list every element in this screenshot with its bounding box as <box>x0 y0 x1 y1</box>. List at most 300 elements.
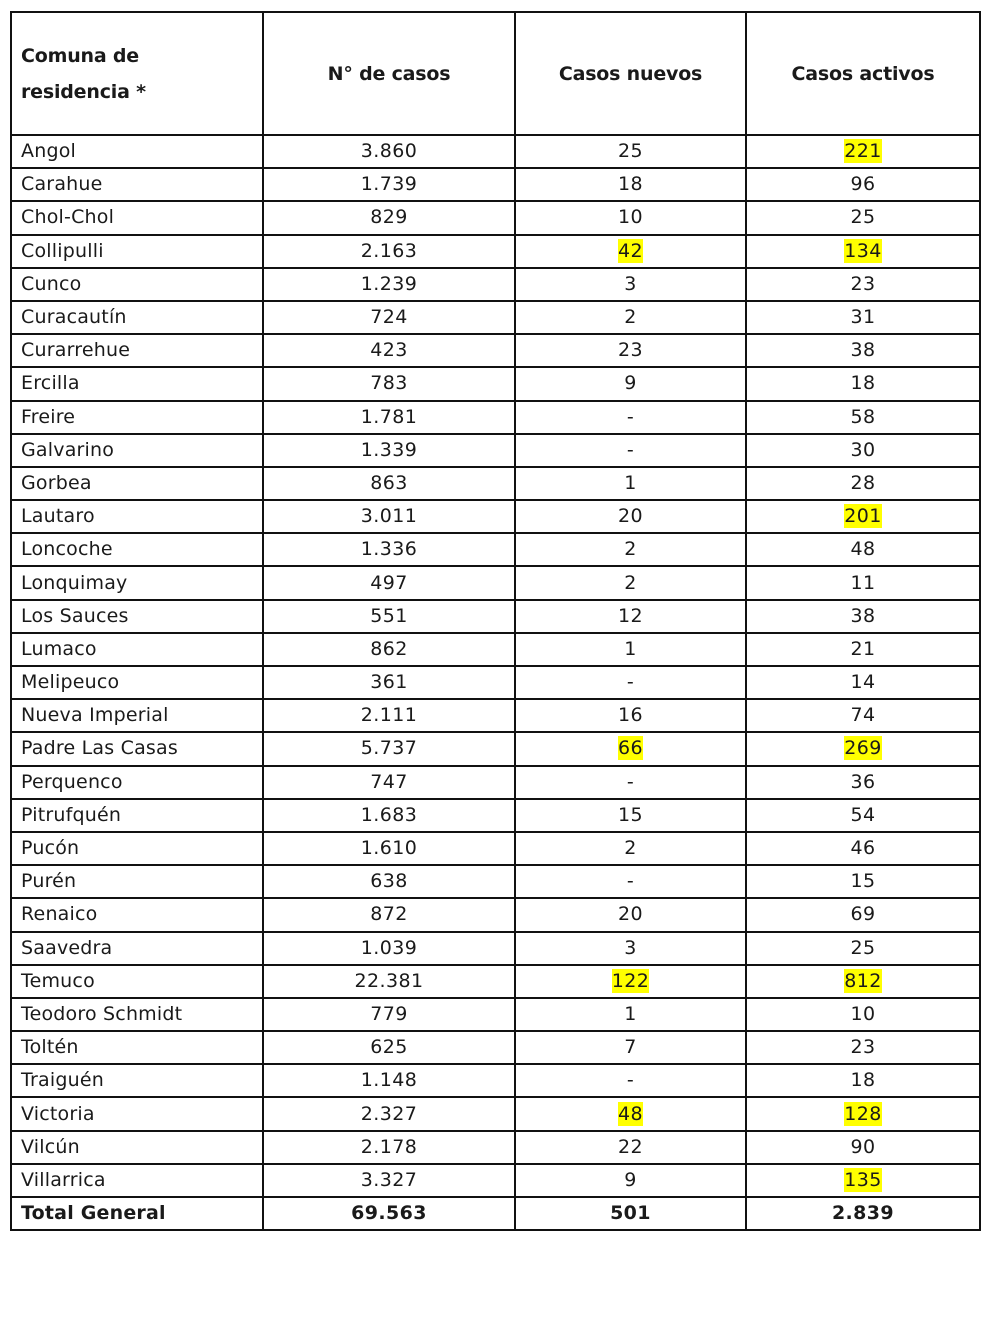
activos-cell-value: 28 <box>850 471 876 494</box>
casos-cell <box>263 367 515 400</box>
activos-cell <box>746 732 980 765</box>
comuna-cell <box>11 699 263 732</box>
total-label: Total General <box>11 1197 263 1230</box>
activos-cell-value: 96 <box>850 173 876 196</box>
nuevos-cell <box>515 1131 746 1164</box>
comuna-cell <box>11 998 263 1031</box>
nuevos-cell-value: - <box>626 1069 635 1092</box>
table-row <box>11 367 980 400</box>
comuna-cell <box>11 434 263 467</box>
comuna-cell-value: Carahue <box>21 173 103 196</box>
nuevos-cell <box>515 533 746 566</box>
nuevos-cell-value: 2 <box>624 837 637 860</box>
nuevos-cell-value: 12 <box>618 604 643 627</box>
table-row <box>11 268 980 301</box>
table-row <box>11 832 980 865</box>
casos-cell-value: 1.239 <box>360 272 418 295</box>
nuevos-cell-value: 2 <box>624 306 637 329</box>
casos-cell-value: 3.011 <box>360 505 418 528</box>
comuna-cell-value: Gorbea <box>21 471 92 494</box>
casos-cell <box>263 1097 515 1130</box>
nuevos-cell <box>515 666 746 699</box>
casos-cell <box>263 732 515 765</box>
table-row <box>11 401 980 434</box>
activos-cell-value: 90 <box>850 1135 876 1158</box>
casos-cell <box>263 766 515 799</box>
table-row <box>11 434 980 467</box>
nuevos-cell <box>515 301 746 334</box>
activos-cell <box>746 1031 980 1064</box>
nuevos-cell <box>515 367 746 400</box>
comuna-cell <box>11 367 263 400</box>
activos-cell-value: 10 <box>850 1002 876 1025</box>
nuevos-cell <box>515 1031 746 1064</box>
comuna-cell-value: Perquenco <box>21 770 123 793</box>
comuna-cell-value: Los Sauces <box>21 604 129 627</box>
casos-cell <box>263 600 515 633</box>
casos-cell <box>263 168 515 201</box>
activos-cell <box>746 268 980 301</box>
activos-cell <box>746 467 980 500</box>
comuna-cell-value: Victoria <box>21 1102 95 1125</box>
nuevos-cell-value: - <box>626 671 635 694</box>
comuna-cell-value: Angol <box>21 140 77 163</box>
activos-cell-value: 15 <box>850 870 876 893</box>
casos-cell-value: 497 <box>370 571 408 594</box>
comuna-cell <box>11 932 263 965</box>
activos-cell <box>746 633 980 666</box>
casos-cell-value: 863 <box>370 471 408 494</box>
nuevos-cell <box>515 965 746 998</box>
comuna-cell <box>11 566 263 599</box>
nuevos-cell-value: - <box>626 405 635 428</box>
nuevos-cell <box>515 699 746 732</box>
total-nuevos: 501 <box>515 1197 746 1230</box>
nuevos-cell-value: 122 <box>611 969 650 992</box>
header-row <box>11 12 980 135</box>
activos-cell <box>746 1097 980 1130</box>
comuna-cell-value: Cunco <box>21 272 82 295</box>
nuevos-cell-value: 1 <box>624 1002 637 1025</box>
table-row <box>11 1097 980 1130</box>
nuevos-cell-value: 15 <box>618 803 643 826</box>
nuevos-cell-value: 16 <box>618 704 643 727</box>
activos-cell <box>746 401 980 434</box>
nuevos-cell <box>515 1064 746 1097</box>
casos-cell <box>263 832 515 865</box>
activos-cell-value: 74 <box>850 704 876 727</box>
activos-cell-value: 269 <box>844 737 882 760</box>
activos-cell <box>746 334 980 367</box>
comuna-cell <box>11 965 263 998</box>
activos-cell-value: 18 <box>850 372 876 395</box>
activos-cell <box>746 898 980 931</box>
activos-cell <box>746 135 980 168</box>
comuna-cell <box>11 633 263 666</box>
table-row <box>11 235 980 268</box>
nuevos-cell-value: 18 <box>618 173 643 196</box>
activos-cell <box>746 998 980 1031</box>
activos-cell <box>746 1064 980 1097</box>
table-row <box>11 500 980 533</box>
header-comuna <box>11 12 263 135</box>
nuevos-cell <box>515 1097 746 1130</box>
table-row <box>11 135 980 168</box>
cases-by-comuna-table <box>10 11 981 1231</box>
activos-cell-value: 38 <box>850 604 876 627</box>
nuevos-cell <box>515 135 746 168</box>
comuna-cell <box>11 732 263 765</box>
activos-cell <box>746 367 980 400</box>
comuna-cell-value: Nueva Imperial <box>21 704 169 727</box>
casos-cell <box>263 566 515 599</box>
activos-cell-value: 31 <box>850 306 876 329</box>
nuevos-cell-value: 23 <box>618 339 643 362</box>
comuna-cell-value: Purén <box>21 870 77 893</box>
casos-cell <box>263 401 515 434</box>
comuna-cell-value: Freire <box>21 405 76 428</box>
nuevos-cell-value: 10 <box>618 206 643 229</box>
casos-cell-value: 747 <box>370 770 408 793</box>
comuna-cell <box>11 500 263 533</box>
casos-cell <box>263 998 515 1031</box>
total-row <box>11 1197 980 1230</box>
casos-cell-value: 1.610 <box>360 837 418 860</box>
comuna-cell-value: Pitrufquén <box>21 803 122 826</box>
activos-cell <box>746 1131 980 1164</box>
activos-cell <box>746 566 980 599</box>
nuevos-cell-value: 1 <box>624 471 637 494</box>
nuevos-cell <box>515 998 746 1031</box>
activos-cell <box>746 932 980 965</box>
casos-cell <box>263 533 515 566</box>
table-row <box>11 766 980 799</box>
nuevos-cell <box>515 467 746 500</box>
casos-cell <box>263 1064 515 1097</box>
activos-cell <box>746 434 980 467</box>
comuna-cell <box>11 666 263 699</box>
comuna-cell <box>11 533 263 566</box>
activos-cell <box>746 1164 980 1197</box>
casos-cell-value: 361 <box>370 671 408 694</box>
comuna-cell <box>11 301 263 334</box>
comuna-cell <box>11 600 263 633</box>
header-nuevos: Casos nuevos <box>515 12 746 135</box>
casos-cell-value: 724 <box>370 306 408 329</box>
nuevos-cell <box>515 832 746 865</box>
comuna-cell-value: Curacautín <box>21 306 127 329</box>
nuevos-cell <box>515 865 746 898</box>
activos-cell <box>746 600 980 633</box>
casos-cell <box>263 898 515 931</box>
nuevos-cell <box>515 235 746 268</box>
comuna-cell-value: Lautaro <box>21 505 95 528</box>
comuna-cell-value: Lonquimay <box>21 571 128 594</box>
table-row <box>11 1164 980 1197</box>
casos-cell <box>263 932 515 965</box>
table-row <box>11 932 980 965</box>
table-row <box>11 633 980 666</box>
activos-cell <box>746 865 980 898</box>
casos-cell <box>263 334 515 367</box>
comuna-cell <box>11 898 263 931</box>
nuevos-cell-value: - <box>626 438 635 461</box>
activos-cell <box>746 301 980 334</box>
activos-cell-value: 58 <box>850 405 876 428</box>
table-row <box>11 301 980 334</box>
comuna-cell-value: Teodoro Schmidt <box>21 1002 183 1025</box>
activos-cell <box>746 533 980 566</box>
activos-cell-value: 54 <box>850 803 876 826</box>
activos-cell <box>746 832 980 865</box>
comuna-cell <box>11 268 263 301</box>
nuevos-cell-value: 3 <box>624 272 637 295</box>
casos-cell <box>263 633 515 666</box>
nuevos-cell <box>515 401 746 434</box>
nuevos-cell <box>515 600 746 633</box>
comuna-cell <box>11 334 263 367</box>
nuevos-cell-value: 2 <box>624 538 637 561</box>
casos-cell-value: 1.039 <box>360 936 418 959</box>
nuevos-cell-value: 3 <box>624 936 637 959</box>
comuna-cell-value: Toltén <box>21 1036 79 1059</box>
comuna-cell <box>11 865 263 898</box>
casos-cell <box>263 500 515 533</box>
activos-cell-value: 221 <box>844 140 882 163</box>
comuna-cell <box>11 467 263 500</box>
comuna-cell-value: Loncoche <box>21 538 113 561</box>
nuevos-cell <box>515 898 746 931</box>
activos-cell-value: 69 <box>850 903 876 926</box>
comuna-cell-value: Curarrehue <box>21 339 131 362</box>
casos-cell-value: 551 <box>370 604 408 627</box>
nuevos-cell <box>515 268 746 301</box>
table-row <box>11 732 980 765</box>
nuevos-cell <box>515 566 746 599</box>
casos-cell-value: 22.381 <box>354 969 424 992</box>
nuevos-cell-value: 48 <box>618 1102 643 1125</box>
casos-cell-value: 783 <box>370 372 408 395</box>
comuna-cell-value: Pucón <box>21 837 80 860</box>
casos-cell-value: 1.336 <box>360 538 418 561</box>
casos-cell <box>263 301 515 334</box>
casos-cell <box>263 434 515 467</box>
total-casos: 69.563 <box>263 1197 515 1230</box>
casos-cell-value: 1.339 <box>360 438 418 461</box>
nuevos-cell-value: - <box>626 770 635 793</box>
comuna-cell <box>11 766 263 799</box>
comuna-cell-value: Melipeuco <box>21 671 120 694</box>
activos-cell-value: 30 <box>850 438 876 461</box>
activos-cell-value: 14 <box>850 671 876 694</box>
comuna-cell <box>11 1031 263 1064</box>
casos-cell <box>263 799 515 832</box>
nuevos-cell-value: 2 <box>624 571 637 594</box>
comuna-cell-value: Collipulli <box>21 239 104 262</box>
activos-cell <box>746 201 980 234</box>
casos-cell-value: 638 <box>370 870 408 893</box>
casos-cell <box>263 1031 515 1064</box>
activos-cell <box>746 766 980 799</box>
table-row <box>11 799 980 832</box>
nuevos-cell-value: 1 <box>624 637 637 660</box>
table-body <box>11 135 980 1230</box>
activos-cell <box>746 168 980 201</box>
activos-cell-value: 128 <box>844 1102 882 1125</box>
table-row <box>11 566 980 599</box>
comuna-cell <box>11 401 263 434</box>
activos-cell-value: 46 <box>850 837 876 860</box>
casos-cell-value: 3.327 <box>360 1168 418 1191</box>
nuevos-cell <box>515 932 746 965</box>
nuevos-cell <box>515 1164 746 1197</box>
table-row <box>11 334 980 367</box>
header-casos: N° de casos <box>263 12 515 135</box>
nuevos-cell-value: - <box>626 870 635 893</box>
nuevos-cell <box>515 201 746 234</box>
nuevos-cell <box>515 500 746 533</box>
table-row <box>11 201 980 234</box>
casos-cell <box>263 965 515 998</box>
comuna-cell-value: Ercilla <box>21 372 80 395</box>
casos-cell <box>263 1131 515 1164</box>
casos-cell-value: 2.163 <box>360 239 418 262</box>
casos-cell <box>263 201 515 234</box>
activos-cell-value: 11 <box>850 571 876 594</box>
nuevos-cell-value: 9 <box>624 372 637 395</box>
casos-cell <box>263 865 515 898</box>
casos-cell-value: 1.683 <box>360 803 418 826</box>
comuna-cell-value: Vilcún <box>21 1135 80 1158</box>
activos-cell-value: 21 <box>850 637 876 660</box>
casos-cell-value: 2.178 <box>360 1135 418 1158</box>
activos-cell <box>746 699 980 732</box>
comuna-cell <box>11 1131 263 1164</box>
comuna-cell-value: Temuco <box>21 969 95 992</box>
comuna-cell <box>11 832 263 865</box>
activos-cell <box>746 235 980 268</box>
nuevos-cell-value: 20 <box>618 505 643 528</box>
activos-cell-value: 25 <box>850 206 876 229</box>
activos-cell-value: 36 <box>850 770 876 793</box>
comuna-cell <box>11 235 263 268</box>
nuevos-cell-value: 66 <box>618 737 643 760</box>
total-activos: 2.839 <box>746 1197 980 1230</box>
casos-cell-value: 1.148 <box>360 1069 418 1092</box>
casos-cell <box>263 235 515 268</box>
table-row <box>11 699 980 732</box>
comuna-cell-value: Padre Las Casas <box>21 737 178 760</box>
table-row <box>11 533 980 566</box>
casos-cell-value: 2.327 <box>360 1102 418 1125</box>
casos-cell <box>263 699 515 732</box>
activos-cell-value: 48 <box>850 538 876 561</box>
table-row <box>11 965 980 998</box>
nuevos-cell <box>515 732 746 765</box>
table-row <box>11 1064 980 1097</box>
table-row <box>11 467 980 500</box>
table-row <box>11 1131 980 1164</box>
comuna-cell <box>11 135 263 168</box>
activos-cell-value: 23 <box>850 1036 876 1059</box>
activos-cell-value: 135 <box>844 1168 882 1191</box>
table-row <box>11 998 980 1031</box>
table-row <box>11 1031 980 1064</box>
comuna-cell-value: Renaico <box>21 903 98 926</box>
nuevos-cell-value: 7 <box>624 1036 637 1059</box>
comuna-cell <box>11 1064 263 1097</box>
casos-cell-value: 2.111 <box>360 704 418 727</box>
comuna-cell <box>11 799 263 832</box>
activos-cell <box>746 666 980 699</box>
cases-table-container <box>10 11 981 1231</box>
table-row <box>11 168 980 201</box>
nuevos-cell <box>515 633 746 666</box>
activos-cell <box>746 799 980 832</box>
nuevos-cell-value: 25 <box>618 140 643 163</box>
table-row <box>11 600 980 633</box>
casos-cell-value: 625 <box>370 1036 408 1059</box>
activos-cell-value: 25 <box>850 936 876 959</box>
nuevos-cell <box>515 799 746 832</box>
header-comuna-line2: residencia * <box>21 80 146 103</box>
casos-cell <box>263 467 515 500</box>
header-comuna-line1: Comuna de <box>21 44 139 67</box>
casos-cell-value: 862 <box>370 637 408 660</box>
casos-cell-value: 3.860 <box>360 140 418 163</box>
table-row <box>11 865 980 898</box>
comuna-cell <box>11 168 263 201</box>
activos-cell-value: 18 <box>850 1069 876 1092</box>
activos-cell <box>746 965 980 998</box>
nuevos-cell-value: 42 <box>618 239 643 262</box>
casos-cell-value: 829 <box>370 206 408 229</box>
casos-cell <box>263 1164 515 1197</box>
comuna-cell-value: Saavedra <box>21 936 113 959</box>
activos-cell-value: 38 <box>850 339 876 362</box>
comuna-cell-value: Villarrica <box>21 1168 106 1191</box>
nuevos-cell <box>515 334 746 367</box>
casos-cell <box>263 666 515 699</box>
comuna-cell <box>11 1164 263 1197</box>
activos-cell-value: 134 <box>844 239 882 262</box>
nuevos-cell <box>515 434 746 467</box>
casos-cell-value: 1.781 <box>360 405 418 428</box>
comuna-cell <box>11 1097 263 1130</box>
casos-cell-value: 5.737 <box>360 737 418 760</box>
table-row <box>11 898 980 931</box>
activos-cell-value: 812 <box>844 969 882 992</box>
nuevos-cell <box>515 168 746 201</box>
comuna-cell-value: Traiguén <box>21 1069 104 1092</box>
activos-cell-value: 201 <box>844 505 882 528</box>
casos-cell-value: 779 <box>370 1002 408 1025</box>
comuna-cell-value: Chol-Chol <box>21 206 115 229</box>
comuna-cell-value: Lumaco <box>21 637 97 660</box>
nuevos-cell <box>515 766 746 799</box>
table-row <box>11 666 980 699</box>
activos-cell-value: 23 <box>850 272 876 295</box>
casos-cell <box>263 135 515 168</box>
casos-cell-value: 872 <box>370 903 408 926</box>
nuevos-cell-value: 22 <box>618 1135 643 1158</box>
comuna-cell-value: Galvarino <box>21 438 115 461</box>
casos-cell-value: 423 <box>370 339 408 362</box>
casos-cell-value: 1.739 <box>360 173 418 196</box>
comuna-cell <box>11 201 263 234</box>
casos-cell <box>263 268 515 301</box>
activos-cell <box>746 500 980 533</box>
